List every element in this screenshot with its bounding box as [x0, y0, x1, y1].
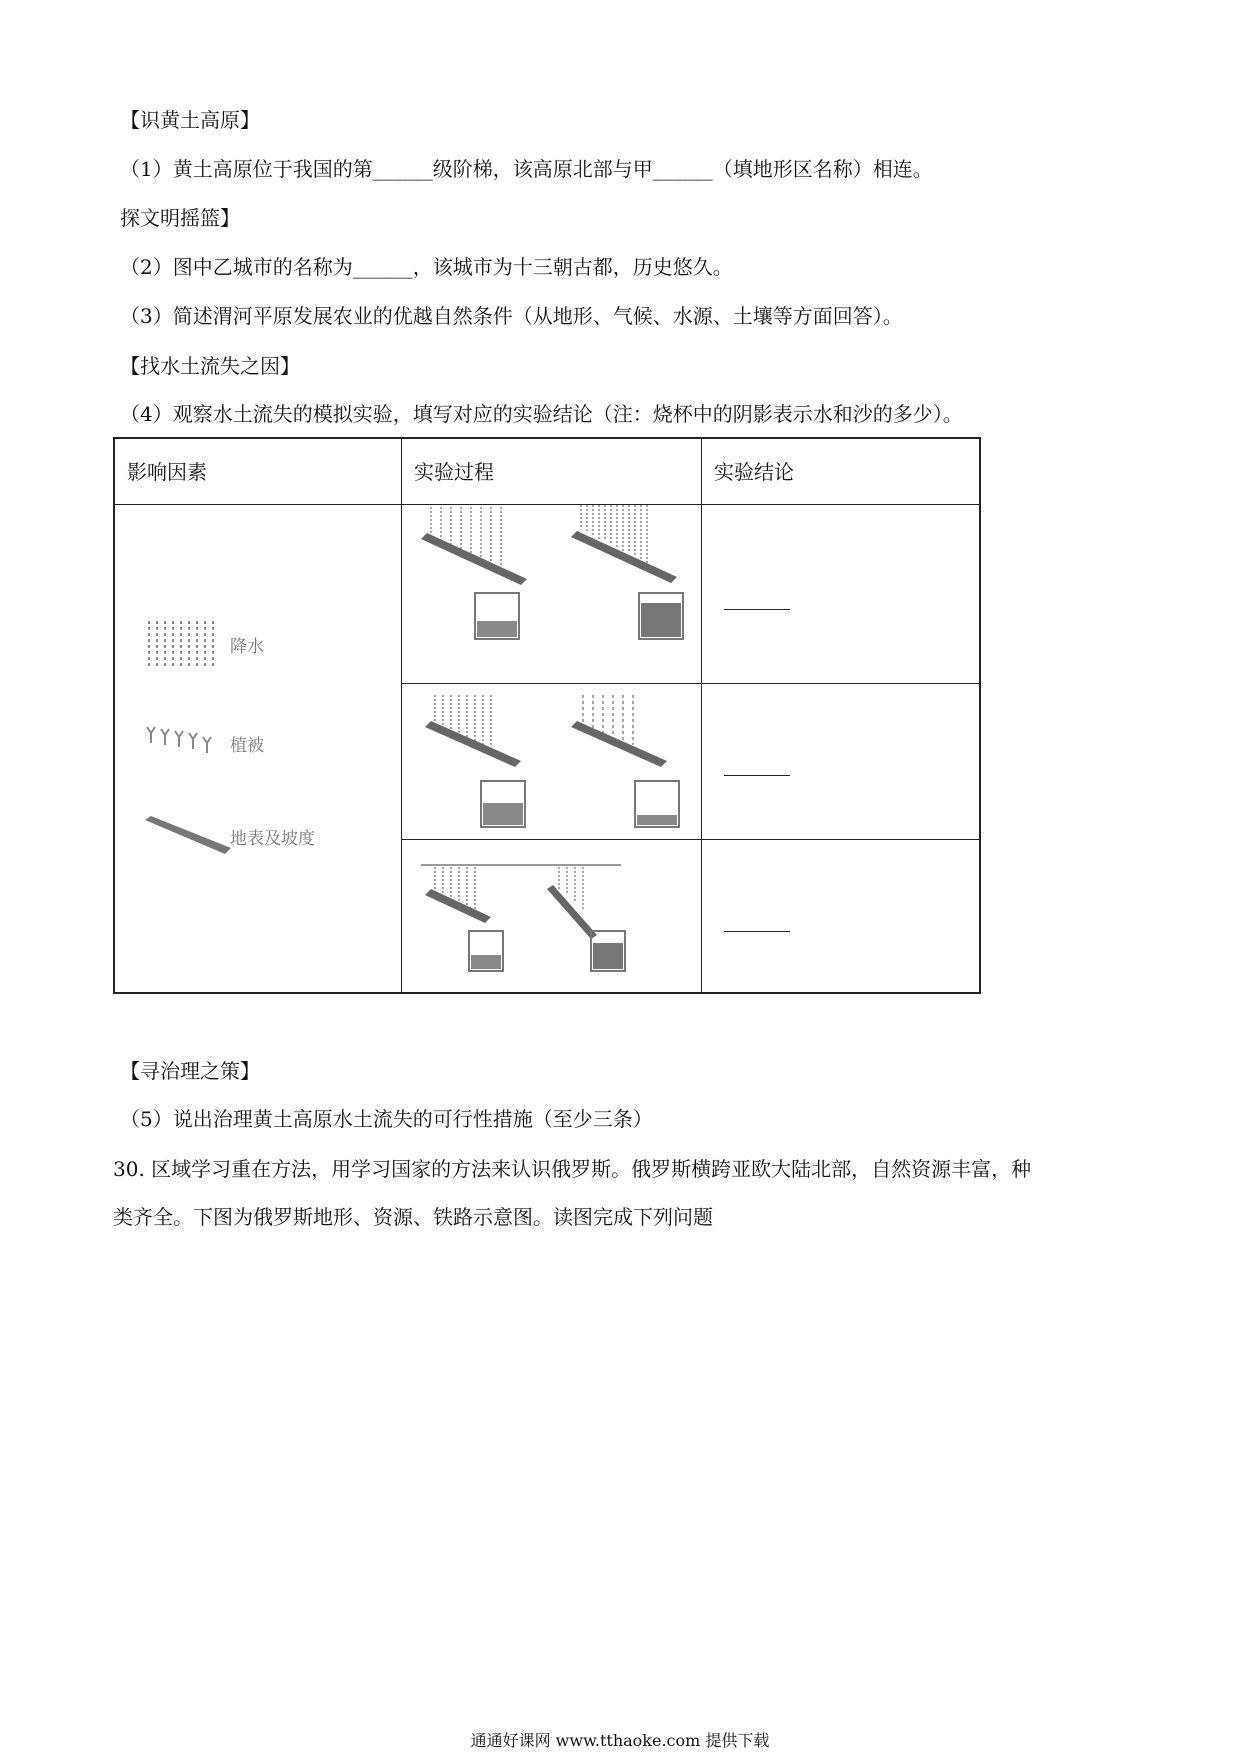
answer-blank-1 [724, 609, 790, 610]
section-heading-civilization: 探文明摇篮】 [120, 206, 240, 230]
question-1: （1）黄土高原位于我国的第______级阶梯，该高原北部与甲______（填地形区名称）相连。 [120, 157, 933, 181]
legend-precipitation: 降水 [230, 637, 264, 657]
experiment-slope-illustration [411, 845, 691, 987]
section-heading-erosion: 【找水土流失之因】 [120, 354, 300, 378]
row-divider [401, 683, 979, 684]
answer-blank-3 [724, 931, 790, 932]
header-factor: 影响因素 [115, 439, 402, 505]
page-footer: 通通好课网 www.tthaoke.com 提供下载 [470, 1731, 770, 1750]
section-heading-governance: 【寻治理之策】 [120, 1059, 260, 1083]
rain-icon [145, 619, 225, 669]
vegetation-icon [145, 721, 230, 761]
question-2: （2）图中乙城市的名称为______，该城市为十三朝古都，历史悠久。 [120, 255, 733, 279]
experiment-vegetation-illustration [411, 691, 691, 833]
question-5: （5）说出治理黄土高原水土流失的可行性措施（至少三条） [120, 1107, 653, 1131]
question-3: （3）简述渭河平原发展农业的优越自然条件（从地形、气候、水源、土壤等方面回答）。 [120, 304, 903, 328]
column-divider [401, 439, 402, 992]
slope-icon [143, 814, 233, 859]
experiment-rainfall-illustration [411, 499, 691, 649]
header-conclusion: 实验结论 [702, 439, 979, 505]
column-divider [701, 439, 702, 992]
question-30-line-1: 30. 区域学习重在方法，用学习国家的方法来认识俄罗斯。俄罗斯横跨亚欧大陆北部，自然资源丰富，种 [113, 1157, 1032, 1181]
experiment-table [113, 437, 981, 994]
section-heading-loess: 【识黄土高原】 [120, 108, 260, 132]
question-4: （4）观察水土流失的模拟实验，填写对应的实验结论（注：烧杯中的阴影表示水和沙的多少）。 [120, 402, 963, 426]
legend-surface-slope: 地表及坡度 [230, 829, 315, 849]
question-30-line-2: 类齐全。下图为俄罗斯地形、资源、铁路示意图。读图完成下列问题 [113, 1205, 713, 1229]
header-process: 实验过程 [402, 439, 702, 505]
answer-blank-2 [724, 775, 790, 776]
legend-vegetation: 植被 [230, 736, 264, 756]
row-divider [401, 839, 979, 840]
